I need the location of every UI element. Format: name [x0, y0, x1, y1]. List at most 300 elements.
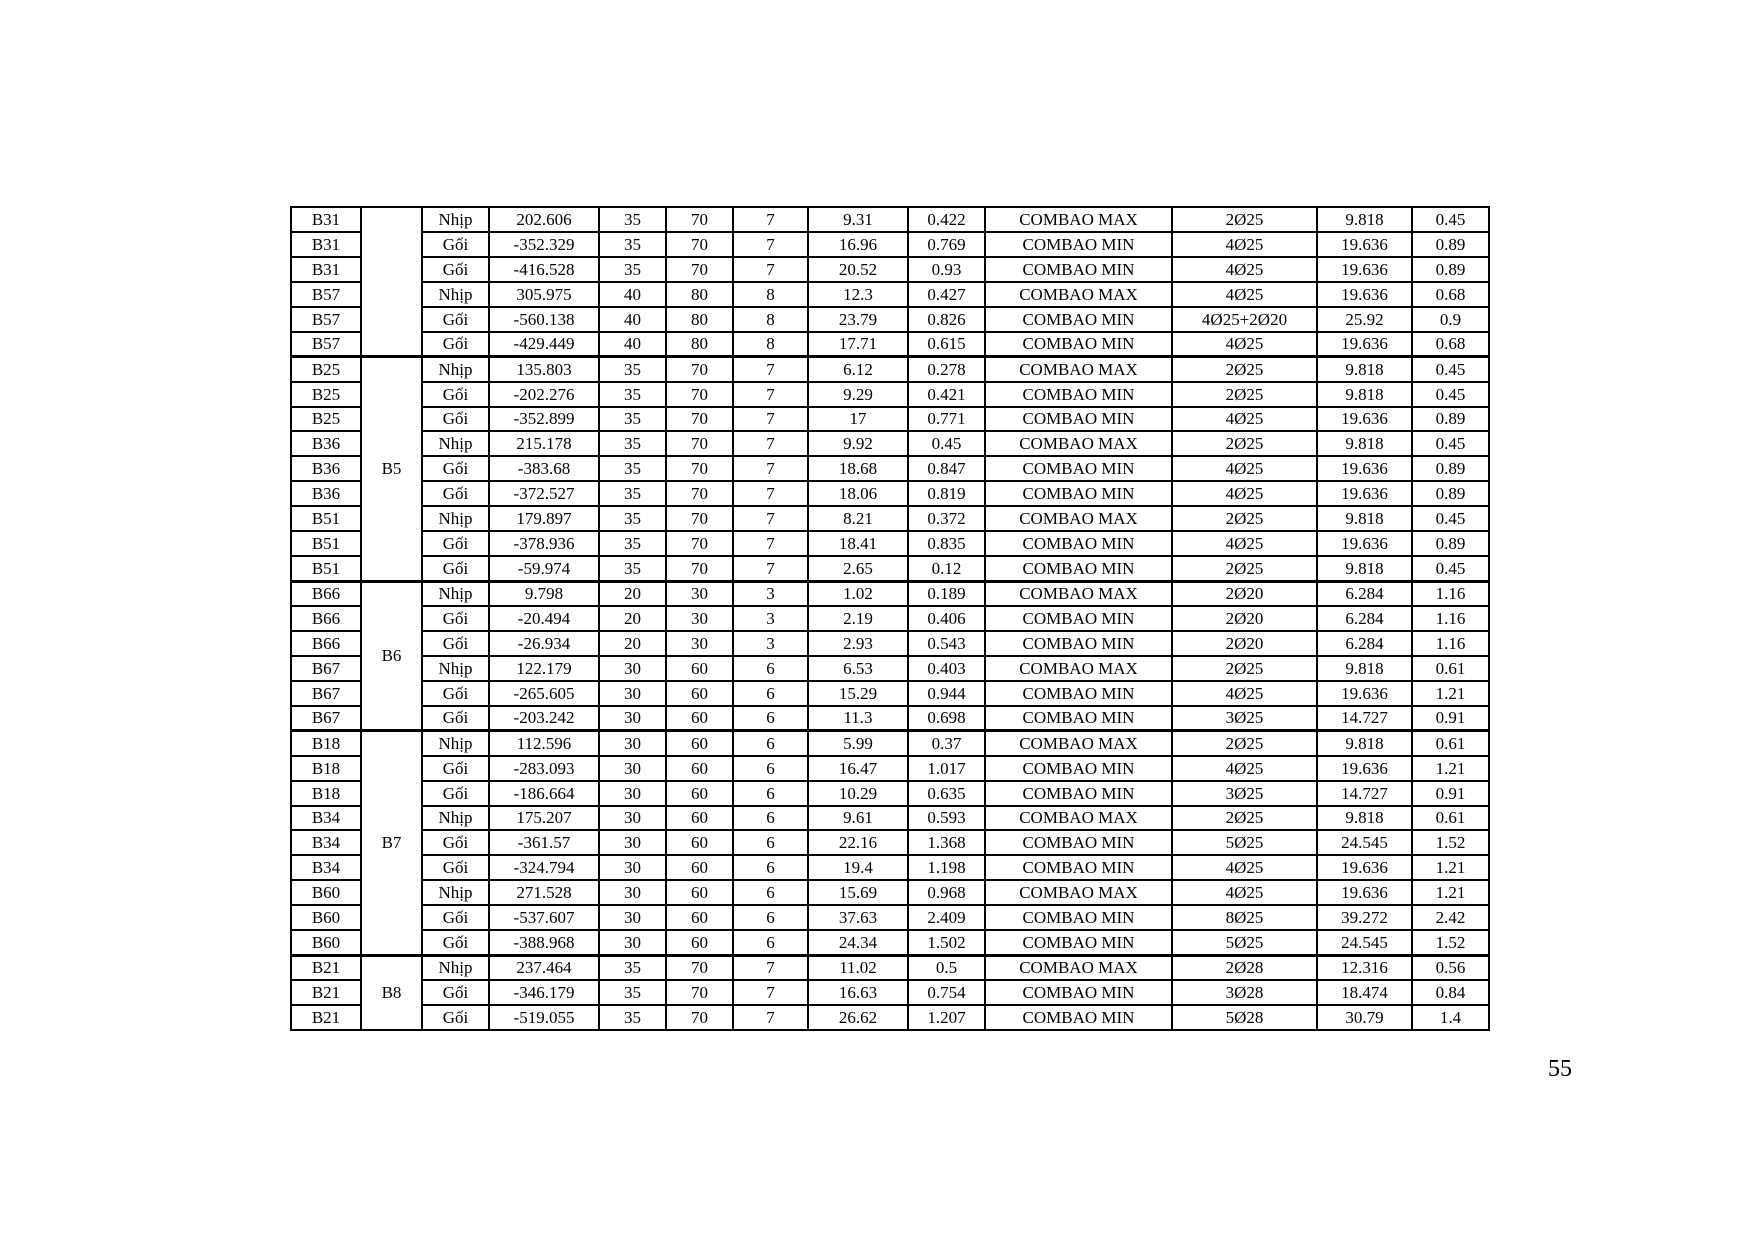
mu-calc-cell: 2.409	[908, 905, 985, 930]
cover-a-cell: 8	[733, 282, 808, 307]
as-provided-cell: 24.545	[1317, 830, 1412, 855]
as-calc-cell: 37.63	[808, 905, 908, 930]
moment-cell: -202.276	[489, 382, 599, 407]
as-calc-cell: 18.68	[808, 456, 908, 481]
rebar-cell: 4Ø25	[1172, 855, 1317, 880]
rebar-cell: 2Ø25	[1172, 506, 1317, 531]
as-calc-cell: 19.4	[808, 855, 908, 880]
cover-a-cell: 7	[733, 456, 808, 481]
position-cell: Nhịp	[422, 581, 489, 606]
cover-a-cell: 7	[733, 556, 808, 581]
width-b-cell: 35	[599, 980, 666, 1005]
beam-id-cell: B36	[291, 456, 361, 481]
width-b-cell: 30	[599, 681, 666, 706]
as-provided-cell: 19.636	[1317, 681, 1412, 706]
height-h-cell: 70	[666, 955, 733, 980]
height-h-cell: 60	[666, 930, 733, 955]
combo-cell: COMBAO MIN	[985, 1005, 1172, 1030]
as-provided-cell: 24.545	[1317, 930, 1412, 955]
combo-cell: COMBAO MAX	[985, 806, 1172, 831]
mu-calc-cell: 0.835	[908, 531, 985, 556]
table-row	[291, 731, 1489, 756]
height-h-cell: 60	[666, 681, 733, 706]
rebar-cell: 2Ø20	[1172, 581, 1317, 606]
combo-cell: COMBAO MIN	[985, 232, 1172, 257]
as-calc-cell: 2.65	[808, 556, 908, 581]
mu-calc-cell: 0.189	[908, 581, 985, 606]
position-cell: Gối	[422, 756, 489, 781]
table-row	[291, 706, 1489, 731]
moment-cell: -361.57	[489, 830, 599, 855]
cover-a-cell: 7	[733, 232, 808, 257]
as-calc-cell: 15.29	[808, 681, 908, 706]
as-provided-cell: 18.474	[1317, 980, 1412, 1005]
height-h-cell: 70	[666, 357, 733, 382]
combo-cell: COMBAO MAX	[985, 581, 1172, 606]
rebar-cell: 8Ø25	[1172, 905, 1317, 930]
as-calc-cell: 10.29	[808, 781, 908, 806]
mu-calc-cell: 0.372	[908, 506, 985, 531]
position-cell: Gối	[422, 407, 489, 432]
beam-id-cell: B66	[291, 581, 361, 606]
position-cell: Gối	[422, 332, 489, 357]
moment-cell: 122.179	[489, 656, 599, 681]
position-cell: Gối	[422, 1005, 489, 1030]
width-b-cell: 30	[599, 905, 666, 930]
width-b-cell: 40	[599, 307, 666, 332]
combo-cell: COMBAO MIN	[985, 681, 1172, 706]
mu-provided-cell: 1.16	[1412, 631, 1489, 656]
position-cell: Nhịp	[422, 431, 489, 456]
cover-a-cell: 3	[733, 581, 808, 606]
height-h-cell: 60	[666, 905, 733, 930]
combo-cell: COMBAO MAX	[985, 207, 1172, 232]
combo-cell: COMBAO MIN	[985, 781, 1172, 806]
width-b-cell: 40	[599, 282, 666, 307]
combo-cell: COMBAO MAX	[985, 431, 1172, 456]
as-calc-cell: 26.62	[808, 1005, 908, 1030]
mu-provided-cell: 1.21	[1412, 880, 1489, 905]
height-h-cell: 30	[666, 631, 733, 656]
mu-provided-cell: 0.84	[1412, 980, 1489, 1005]
as-calc-cell: 11.3	[808, 706, 908, 731]
cover-a-cell: 7	[733, 1005, 808, 1030]
beam-id-cell: B36	[291, 431, 361, 456]
combo-cell: COMBAO MIN	[985, 830, 1172, 855]
as-provided-cell: 19.636	[1317, 282, 1412, 307]
beam-id-cell: B67	[291, 681, 361, 706]
moment-cell: -26.934	[489, 631, 599, 656]
page-number: 55	[1548, 1056, 1572, 1082]
position-cell: Nhịp	[422, 207, 489, 232]
rebar-cell: 4Ø25	[1172, 332, 1317, 357]
combo-cell: COMBAO MIN	[985, 930, 1172, 955]
mu-calc-cell: 0.12	[908, 556, 985, 581]
combo-cell: COMBAO MIN	[985, 606, 1172, 631]
mu-calc-cell: 0.421	[908, 382, 985, 407]
moment-cell: -59.974	[489, 556, 599, 581]
height-h-cell: 60	[666, 756, 733, 781]
as-provided-cell: 9.818	[1317, 382, 1412, 407]
beam-id-cell: B51	[291, 531, 361, 556]
beam-id-cell: B66	[291, 606, 361, 631]
position-cell: Nhịp	[422, 656, 489, 681]
width-b-cell: 30	[599, 756, 666, 781]
height-h-cell: 60	[666, 781, 733, 806]
moment-cell: -265.605	[489, 681, 599, 706]
results-table-body	[291, 207, 1489, 1030]
cover-a-cell: 7	[733, 481, 808, 506]
mu-provided-cell: 0.9	[1412, 307, 1489, 332]
table-row	[291, 506, 1489, 531]
combo-cell: COMBAO MAX	[985, 880, 1172, 905]
width-b-cell: 30	[599, 930, 666, 955]
rebar-cell: 3Ø25	[1172, 706, 1317, 731]
cover-a-cell: 3	[733, 606, 808, 631]
combo-cell: COMBAO MAX	[985, 282, 1172, 307]
moment-cell: -352.899	[489, 407, 599, 432]
width-b-cell: 20	[599, 581, 666, 606]
height-h-cell: 70	[666, 531, 733, 556]
position-cell: Nhịp	[422, 880, 489, 905]
as-calc-cell: 17	[808, 407, 908, 432]
position-cell: Gối	[422, 855, 489, 880]
cover-a-cell: 7	[733, 506, 808, 531]
table-row	[291, 357, 1489, 382]
table-row	[291, 756, 1489, 781]
height-h-cell: 70	[666, 431, 733, 456]
mu-provided-cell: 2.42	[1412, 905, 1489, 930]
height-h-cell: 60	[666, 731, 733, 756]
width-b-cell: 35	[599, 955, 666, 980]
rebar-cell: 2Ø25	[1172, 382, 1317, 407]
as-provided-cell: 19.636	[1317, 232, 1412, 257]
as-provided-cell: 19.636	[1317, 880, 1412, 905]
cover-a-cell: 6	[733, 806, 808, 831]
table-row	[291, 781, 1489, 806]
as-calc-cell: 6.53	[808, 656, 908, 681]
moment-cell: 271.528	[489, 880, 599, 905]
as-calc-cell: 8.21	[808, 506, 908, 531]
height-h-cell: 60	[666, 706, 733, 731]
mu-calc-cell: 0.635	[908, 781, 985, 806]
position-cell: Gối	[422, 307, 489, 332]
beam-id-cell: B51	[291, 506, 361, 531]
mu-calc-cell: 0.769	[908, 232, 985, 257]
moment-cell: 179.897	[489, 506, 599, 531]
moment-cell: -378.936	[489, 531, 599, 556]
mu-calc-cell: 0.754	[908, 980, 985, 1005]
moment-cell: -283.093	[489, 756, 599, 781]
rebar-cell: 2Ø20	[1172, 606, 1317, 631]
table-row	[291, 980, 1489, 1005]
beam-id-cell: B25	[291, 382, 361, 407]
mu-provided-cell: 1.52	[1412, 830, 1489, 855]
moment-cell: -429.449	[489, 332, 599, 357]
rebar-cell: 4Ø25	[1172, 407, 1317, 432]
height-h-cell: 80	[666, 332, 733, 357]
mu-provided-cell: 0.89	[1412, 257, 1489, 282]
moment-cell: 202.606	[489, 207, 599, 232]
height-h-cell: 70	[666, 506, 733, 531]
cover-a-cell: 7	[733, 980, 808, 1005]
beam-group-cell: B8	[361, 955, 422, 1030]
mu-provided-cell: 1.16	[1412, 581, 1489, 606]
as-calc-cell: 11.02	[808, 955, 908, 980]
beam-id-cell: B25	[291, 407, 361, 432]
width-b-cell: 30	[599, 806, 666, 831]
as-provided-cell: 19.636	[1317, 756, 1412, 781]
combo-cell: COMBAO MIN	[985, 905, 1172, 930]
height-h-cell: 60	[666, 656, 733, 681]
position-cell: Gối	[422, 930, 489, 955]
beam-id-cell: B57	[291, 282, 361, 307]
mu-provided-cell: 0.89	[1412, 531, 1489, 556]
beam-id-cell: B31	[291, 207, 361, 232]
rebar-cell: 2Ø25	[1172, 806, 1317, 831]
table-row	[291, 905, 1489, 930]
rebar-cell: 3Ø25	[1172, 781, 1317, 806]
rebar-cell: 2Ø25	[1172, 207, 1317, 232]
height-h-cell: 30	[666, 581, 733, 606]
as-calc-cell: 9.31	[808, 207, 908, 232]
rebar-cell: 4Ø25	[1172, 232, 1317, 257]
mu-calc-cell: 0.37	[908, 731, 985, 756]
combo-cell: COMBAO MIN	[985, 556, 1172, 581]
rebar-cell: 2Ø25	[1172, 731, 1317, 756]
cover-a-cell: 7	[733, 357, 808, 382]
table-row	[291, 257, 1489, 282]
moment-cell: -519.055	[489, 1005, 599, 1030]
combo-cell: COMBAO MAX	[985, 357, 1172, 382]
rebar-cell: 4Ø25	[1172, 481, 1317, 506]
as-provided-cell: 9.818	[1317, 431, 1412, 456]
combo-cell: COMBAO MAX	[985, 731, 1172, 756]
moment-cell: -383.68	[489, 456, 599, 481]
as-provided-cell: 30.79	[1317, 1005, 1412, 1030]
position-cell: Gối	[422, 481, 489, 506]
as-calc-cell: 9.61	[808, 806, 908, 831]
position-cell: Gối	[422, 257, 489, 282]
width-b-cell: 35	[599, 531, 666, 556]
mu-calc-cell: 0.698	[908, 706, 985, 731]
as-provided-cell: 6.284	[1317, 606, 1412, 631]
position-cell: Gối	[422, 781, 489, 806]
mu-provided-cell: 0.45	[1412, 506, 1489, 531]
combo-cell: COMBAO MAX	[985, 656, 1172, 681]
rebar-cell: 4Ø25	[1172, 456, 1317, 481]
cover-a-cell: 7	[733, 531, 808, 556]
beam-group-cell: B7	[361, 731, 422, 955]
as-provided-cell: 25.92	[1317, 307, 1412, 332]
cover-a-cell: 3	[733, 631, 808, 656]
beam-id-cell: B21	[291, 955, 361, 980]
rebar-cell: 4Ø25	[1172, 756, 1317, 781]
as-calc-cell: 20.52	[808, 257, 908, 282]
table-row	[291, 830, 1489, 855]
as-calc-cell: 17.71	[808, 332, 908, 357]
as-calc-cell: 9.92	[808, 431, 908, 456]
height-h-cell: 80	[666, 282, 733, 307]
mu-provided-cell: 0.45	[1412, 431, 1489, 456]
as-calc-cell: 2.93	[808, 631, 908, 656]
position-cell: Nhịp	[422, 955, 489, 980]
mu-provided-cell: 1.16	[1412, 606, 1489, 631]
width-b-cell: 35	[599, 257, 666, 282]
table-row	[291, 307, 1489, 332]
as-provided-cell: 14.727	[1317, 706, 1412, 731]
width-b-cell: 20	[599, 606, 666, 631]
moment-cell: -346.179	[489, 980, 599, 1005]
as-provided-cell: 19.636	[1317, 481, 1412, 506]
mu-calc-cell: 0.543	[908, 631, 985, 656]
mu-provided-cell: 0.45	[1412, 357, 1489, 382]
beam-id-cell: B60	[291, 880, 361, 905]
table-row	[291, 606, 1489, 631]
beam-id-cell: B34	[291, 830, 361, 855]
cover-a-cell: 6	[733, 830, 808, 855]
as-provided-cell: 9.818	[1317, 207, 1412, 232]
height-h-cell: 70	[666, 407, 733, 432]
combo-cell: COMBAO MIN	[985, 756, 1172, 781]
table-row	[291, 382, 1489, 407]
mu-calc-cell: 0.819	[908, 481, 985, 506]
position-cell: Gối	[422, 606, 489, 631]
combo-cell: COMBAO MIN	[985, 980, 1172, 1005]
combo-cell: COMBAO MIN	[985, 456, 1172, 481]
mu-calc-cell: 1.198	[908, 855, 985, 880]
cover-a-cell: 6	[733, 781, 808, 806]
mu-provided-cell: 1.52	[1412, 930, 1489, 955]
mu-calc-cell: 0.968	[908, 880, 985, 905]
mu-provided-cell: 0.61	[1412, 806, 1489, 831]
beam-id-cell: B34	[291, 855, 361, 880]
as-calc-cell: 22.16	[808, 830, 908, 855]
rebar-cell: 2Ø25	[1172, 656, 1317, 681]
beam-id-cell: B18	[291, 756, 361, 781]
beam-id-cell: B67	[291, 706, 361, 731]
cover-a-cell: 8	[733, 307, 808, 332]
table-row	[291, 431, 1489, 456]
mu-provided-cell: 0.89	[1412, 232, 1489, 257]
rebar-cell: 2Ø20	[1172, 631, 1317, 656]
beam-id-cell: B66	[291, 631, 361, 656]
position-cell: Gối	[422, 980, 489, 1005]
rebar-cell: 2Ø28	[1172, 955, 1317, 980]
combo-cell: COMBAO MIN	[985, 481, 1172, 506]
beam-group-cell: B6	[361, 581, 422, 731]
rebar-cell: 4Ø25	[1172, 531, 1317, 556]
beam-id-cell: B60	[291, 905, 361, 930]
mu-calc-cell: 0.593	[908, 806, 985, 831]
table-row	[291, 1005, 1489, 1030]
rebar-cell: 5Ø25	[1172, 830, 1317, 855]
as-calc-cell: 1.02	[808, 581, 908, 606]
width-b-cell: 35	[599, 456, 666, 481]
table-row	[291, 556, 1489, 581]
height-h-cell: 70	[666, 382, 733, 407]
as-provided-cell: 9.818	[1317, 806, 1412, 831]
as-provided-cell: 9.818	[1317, 357, 1412, 382]
rebar-cell: 2Ø25	[1172, 357, 1317, 382]
moment-cell: -560.138	[489, 307, 599, 332]
cover-a-cell: 6	[733, 656, 808, 681]
rebar-cell: 3Ø28	[1172, 980, 1317, 1005]
height-h-cell: 60	[666, 855, 733, 880]
table-row	[291, 930, 1489, 955]
table-row	[291, 232, 1489, 257]
as-calc-cell: 16.47	[808, 756, 908, 781]
mu-calc-cell: 0.615	[908, 332, 985, 357]
mu-provided-cell: 0.68	[1412, 282, 1489, 307]
mu-provided-cell: 0.61	[1412, 656, 1489, 681]
table-row	[291, 407, 1489, 432]
height-h-cell: 70	[666, 207, 733, 232]
rebar-cell: 4Ø25	[1172, 880, 1317, 905]
as-calc-cell: 16.96	[808, 232, 908, 257]
beam-group-cell	[361, 207, 422, 357]
moment-cell: -324.794	[489, 855, 599, 880]
combo-cell: COMBAO MIN	[985, 257, 1172, 282]
position-cell: Gối	[422, 456, 489, 481]
as-calc-cell: 9.29	[808, 382, 908, 407]
position-cell: Gối	[422, 905, 489, 930]
table-row	[291, 880, 1489, 905]
mu-calc-cell: 0.826	[908, 307, 985, 332]
mu-provided-cell: 0.91	[1412, 781, 1489, 806]
mu-provided-cell: 0.45	[1412, 382, 1489, 407]
table-row	[291, 681, 1489, 706]
beam-id-cell: B18	[291, 731, 361, 756]
table-row	[291, 955, 1489, 980]
cover-a-cell: 7	[733, 955, 808, 980]
position-cell: Gối	[422, 531, 489, 556]
as-calc-cell: 5.99	[808, 731, 908, 756]
mu-provided-cell: 0.89	[1412, 456, 1489, 481]
height-h-cell: 70	[666, 257, 733, 282]
rebar-cell: 4Ø25	[1172, 257, 1317, 282]
beam-id-cell: B51	[291, 556, 361, 581]
as-calc-cell: 16.63	[808, 980, 908, 1005]
position-cell: Nhịp	[422, 506, 489, 531]
mu-provided-cell: 0.89	[1412, 481, 1489, 506]
as-calc-cell: 6.12	[808, 357, 908, 382]
beam-id-cell: B21	[291, 1005, 361, 1030]
cover-a-cell: 6	[733, 756, 808, 781]
height-h-cell: 70	[666, 481, 733, 506]
as-provided-cell: 12.316	[1317, 955, 1412, 980]
as-calc-cell: 23.79	[808, 307, 908, 332]
table-row	[291, 207, 1489, 232]
table-row	[291, 332, 1489, 357]
height-h-cell: 30	[666, 606, 733, 631]
width-b-cell: 35	[599, 357, 666, 382]
mu-calc-cell: 0.45	[908, 431, 985, 456]
mu-provided-cell: 1.21	[1412, 681, 1489, 706]
width-b-cell: 30	[599, 731, 666, 756]
beam-id-cell: B25	[291, 357, 361, 382]
cover-a-cell: 8	[733, 332, 808, 357]
moment-cell: 237.464	[489, 955, 599, 980]
table-row	[291, 581, 1489, 606]
as-provided-cell: 14.727	[1317, 781, 1412, 806]
mu-provided-cell: 0.45	[1412, 207, 1489, 232]
moment-cell: -416.528	[489, 257, 599, 282]
cover-a-cell: 6	[733, 731, 808, 756]
position-cell: Gối	[422, 232, 489, 257]
rebar-cell: 5Ø28	[1172, 1005, 1317, 1030]
width-b-cell: 20	[599, 631, 666, 656]
